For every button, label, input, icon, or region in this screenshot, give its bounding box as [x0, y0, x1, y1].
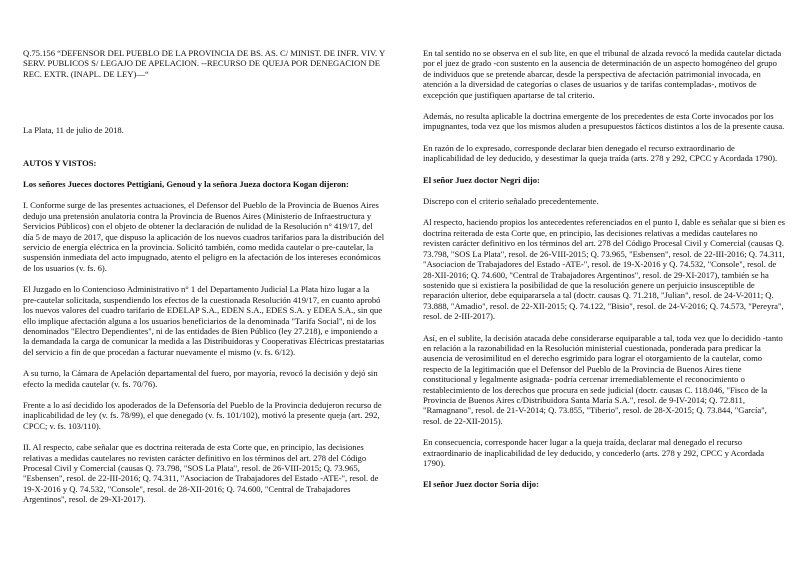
case-caption: Q.75.156 “DEFENSOR DEL PUEBLO DE LA PROVINCIA DE BS. AS. C/ MINIST. DE INFR. VIV. Y SERV. PUBLICOS S/ LEGAJO DE APELACION. --RECURSO DE QUEJA POR DENEGACION DE REC. EXTR. (INAPL. DE LEY)—“: [23, 48, 385, 79]
paragraph: El Juzgado en lo Contencioso Administrativo n° 1 del Departamento Judicial La Plata hizo lugar a la pre-cautelar solicitada, suspendiendo los efectos de la cuestionada Resolución 419/17, en cuanto aprobó los nuevos valores del cuadro tarifario de EDELAP S.A., EDEN S.A., EDES S.A. y EDEA S.A., sin que ello implique afectación alguna a los usuarios beneficiarios de la denominada "Tarifa Social", ni de los denominados "Electro Dependientes", ni de las entidades de Bien Público (ley 27.218), e imponiendo a la demandada la carga de comunicar la medida a las Distribuidoras y Cooperativas Eléctricas prestatarias del servicio a fin de que procedan a facturar nuevamente el mismo (v. fs. 6/12).: [23, 284, 385, 357]
left-column: [23, 48, 385, 516]
negri-heading: El señor Juez doctor Negri dijo:: [423, 174, 540, 185]
paragraph: Al respecto, haciendo propios los antecedentes referenciados en el punto I, dable es señalar que si bien es doctrina reiterada de esta Corte que, en principio, las decisiones relativas a medidas cautelares no revisten carácter definitivo en los términos del art. 278 del Código Procesal Civil y Comercial (causas Q. 73.798, "SOS La Plata", resol. de 26-VIII-2015; Q. 73.965, "Esbensen", resol. de 22-III-2016; Q. 74.311, "Asociacion de Trabajadores del Estado -ATE-", resol. de 19-X-2016 y Q. 74.532, "Console", resol. de 28-XII-2016; Q. 74.600, "Central de Trabajadores Argentinos", resol. de 29-XI-2017), también se ha sostenido que si existiera la posibilidad de que la resolución genere un perjuicio insusceptible de reparación ulterior, debe equipararsela a tal (doctr. causas Q. 71.218, "Julian", resol. de 24-V-2011; Q. 73.888, "Amadio", resol. de 22-XII-2015; Q. 74.122, "Bisio", resol. de 24-V-2016; Q. 74.573, "Pereyra", resol. de 2-III-2017).: [423, 217, 785, 322]
judges-heading: Los señores Jueces doctores Pettigiani, Genoud y la señora Jueza doctora Kogan dijeron:: [23, 179, 349, 190]
paragraph: En razón de lo expresado, corresponde declarar bien denegado el recurso extraordinario de inaplicabilidad de ley deducido, y desestimar la queja traída (arts. 278 y 292, CPCC y Acordada 1790).: [423, 142, 778, 164]
autos-heading: AUTOS Y VISTOS:: [23, 157, 97, 168]
right-column: [423, 48, 785, 501]
paragraph: II. Al respecto, cabe señalar que es doctrina reiterada de esta Corte que, en principio, las decisiones relativas a medidas cautelares no revisten carácter definitivo en los términos del art. 278 del Código Procesal Civil y Comercial (causas Q. 73.798, "SOS La Plata", resol. de 26-VIII-2015; Q. 73.965, "Esbensen", resol. de 22-III-2016; Q. 74.311, "Asociacion de Trabajadores del Estado -ATE-", resol. de 19-X-2016 y Q. 74.532, "Console", resol. de 28-XII-2016; Q. 74.600, "Central de Trabajadores Argentinos", resol. de 29-XI-2017).: [23, 442, 379, 505]
paragraph: Frente a lo así decidido los apoderados de la Defensoría del Pueblo de la Provincia dedujeron recurso de inaplicabilidad de ley (v. fs. 78/99), el que denegado (v. fs. 101/102), motivó la presente queja (art. 292, CPCC; v. fs. 103/110).: [23, 399, 382, 431]
paragraph: I. Conforme surge de las presentes actuaciones, el Defensor del Pueblo de la Provincia de Buenos Aires dedujo una pretensión anulatoria contra la Provincia de Buenos Aires (Ministerio de Infraestructura y Servicios Públicos) con el objeto de obtener la declaración de nulidad de la Resolución n° 419/17, del día 5 de mayo de 2017, que dispuso la aplicación de los nuevos cuadros tarifarios para la distribución del servicio de energía eléctrica en la provincia. Solicitó también, como medida cautelar o pre-cautelar, la suspensión inmediata del acto impugnado, atento el peligro en la afectación de los intereses económicos de los usuarios (v. fs. 6).: [23, 200, 385, 273]
paragraph: Así, en el sublite, la decisión atacada debe considerarse equiparable a tal, toda vez que lo decidido -tanto en relación a la razonabilidad en la Resolución ministerial cuestionada, ponderada para predicar la ausencia de verosimilitud en el derecho esgrimido para lograr el otorgamiento de la cautelar, como respecto de la legitimación que el Defensor del Pueblo de la Provincia de Buenos Aires tiene constitucional y legalmente asignada- podría cercenar irremediablemente el reconocimiento o restablecimiento de los derechos que procura en sede judicial (doctr. causas C. 118.046, "Fisco de la Provincia de Buenos Aires c/Distribuidora Santa María S.A.", resol. de 9-IV-2014; Q. 72.811, "Ramagnano", resol. de 21-V-2014; Q. 73.855, "Tiberio", resol. de 28-X-2015; Q. 73.844, "García", resol. de 22-XII-2015).: [423, 332, 783, 426]
paragraph: A su turno, la Cámara de Apelación departamental del fuero, por mayoría, revocó la decisión y dejó sin efecto la medida cautelar (v. fs. 70/76).: [23, 368, 378, 389]
date-line: La Plata, 11 de julio de 2018.: [23, 125, 124, 136]
paragraph: En tal sentido no se observa en el sub lite, en que el tribunal de alzada revocó la medida cautelar dictada por el juez de grado -con sustento en la ausencia de determinación de un aspecto homogéneo del grupo de individuos que se pretende abarcar, desde la perspectiva de afectación patrimonial invocada, en atención a la diversidad de categorías o clases de usuarios y de tarifas contempladas-, motivos de excepción que justifiquen apartarse de tal criterio.: [423, 48, 782, 100]
paragraph: En consecuencia, corresponde hacer lugar a la queja traída, declarar mal denegado el recurso extraordinario de inaplicabilidad de ley deducido, y concederlo (arts. 278 y 292, CPCC y Acordada 1790).: [423, 437, 765, 468]
paragraph: Discrepo con el criterio señalado precedentemente.: [423, 196, 599, 207]
soria-heading: El señor Juez doctor Soria dijo:: [423, 479, 539, 490]
paragraph: Además, no resulta aplicable la doctrina emergente de los precedentes de esta Corte invocados por los impugnantes, toda vez que los mismos aluden a presupuestos fácticos distintos a los de la presente causa.: [423, 111, 785, 132]
